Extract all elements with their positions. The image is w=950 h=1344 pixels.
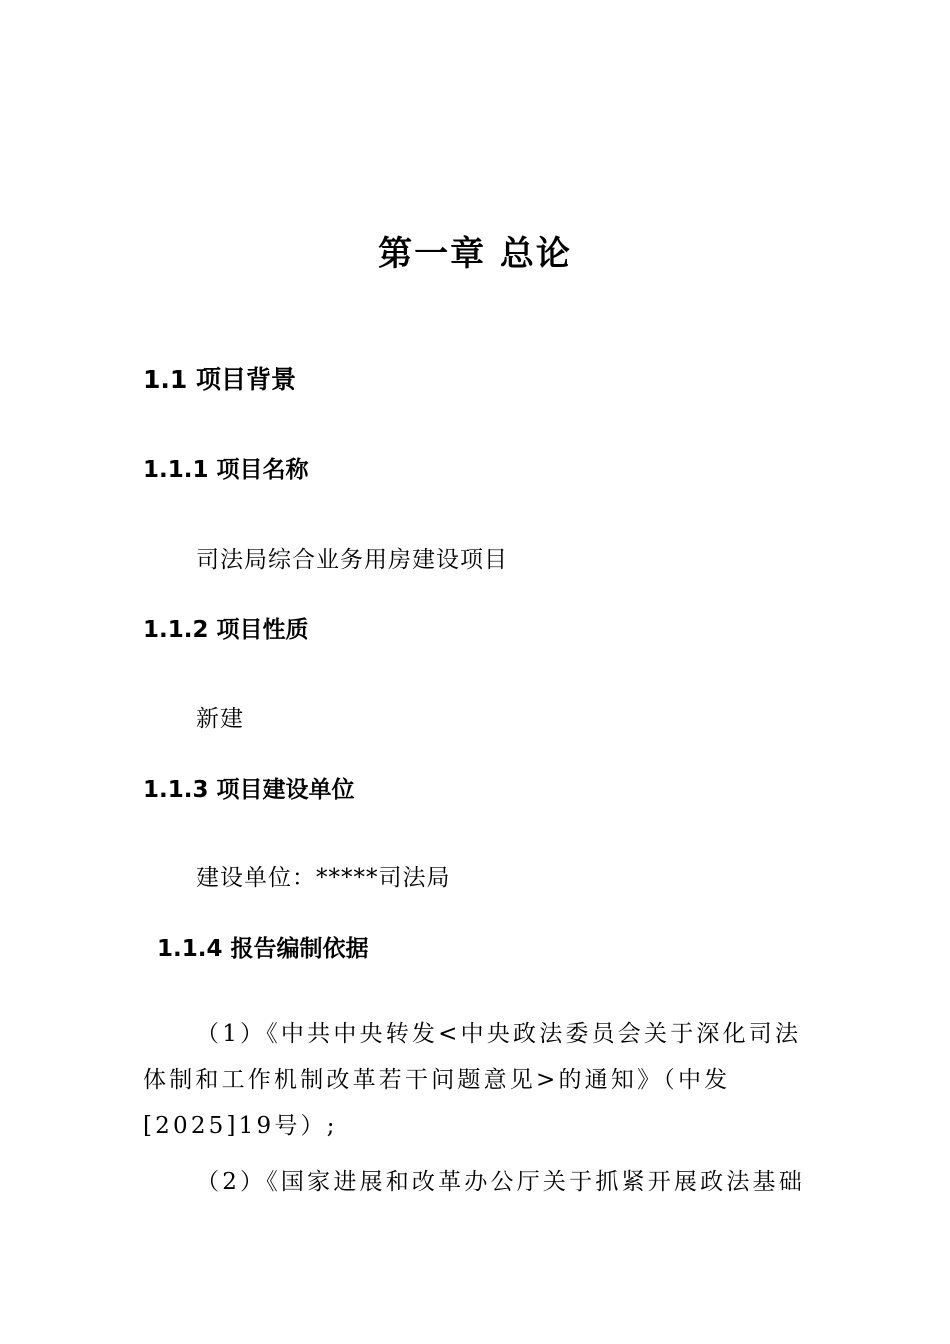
basis-paragraph-2 (143, 1159, 807, 1205)
subsection-heading-1-1-4: 1.1.4 报告编制依据 (157, 936, 369, 962)
subsection-heading-1-1-2: 1.1.2 项目性质 (143, 617, 309, 643)
construction-unit-text: 建设单位：*****司法局 (196, 865, 451, 891)
paragraph-line: [2025]19号）; (143, 1113, 338, 1139)
chapter-title: 第一章 总论 (378, 234, 572, 274)
paragraph-line: 体制和工作机制改革若干问题意见>的通知》（中发 (143, 1067, 731, 1093)
project-name-text: 司法局综合业务用房建设项目 (196, 547, 508, 573)
paragraph-line: （2）《国家进展和改革办公厅关于抓紧开展政法基础 (196, 1169, 805, 1195)
basis-paragraph-1 (143, 1011, 807, 1149)
project-nature-text: 新建 (196, 706, 244, 732)
subsection-heading-1-1-3: 1.1.3 项目建设单位 (143, 777, 355, 803)
subsection-heading-1-1-1: 1.1.1 项目名称 (143, 457, 309, 483)
section-heading-1-1: 1.1 项目背景 (143, 365, 296, 394)
paragraph-line: （1）《中共中央转发<中央政法委员会关于深化司法 (196, 1021, 802, 1047)
